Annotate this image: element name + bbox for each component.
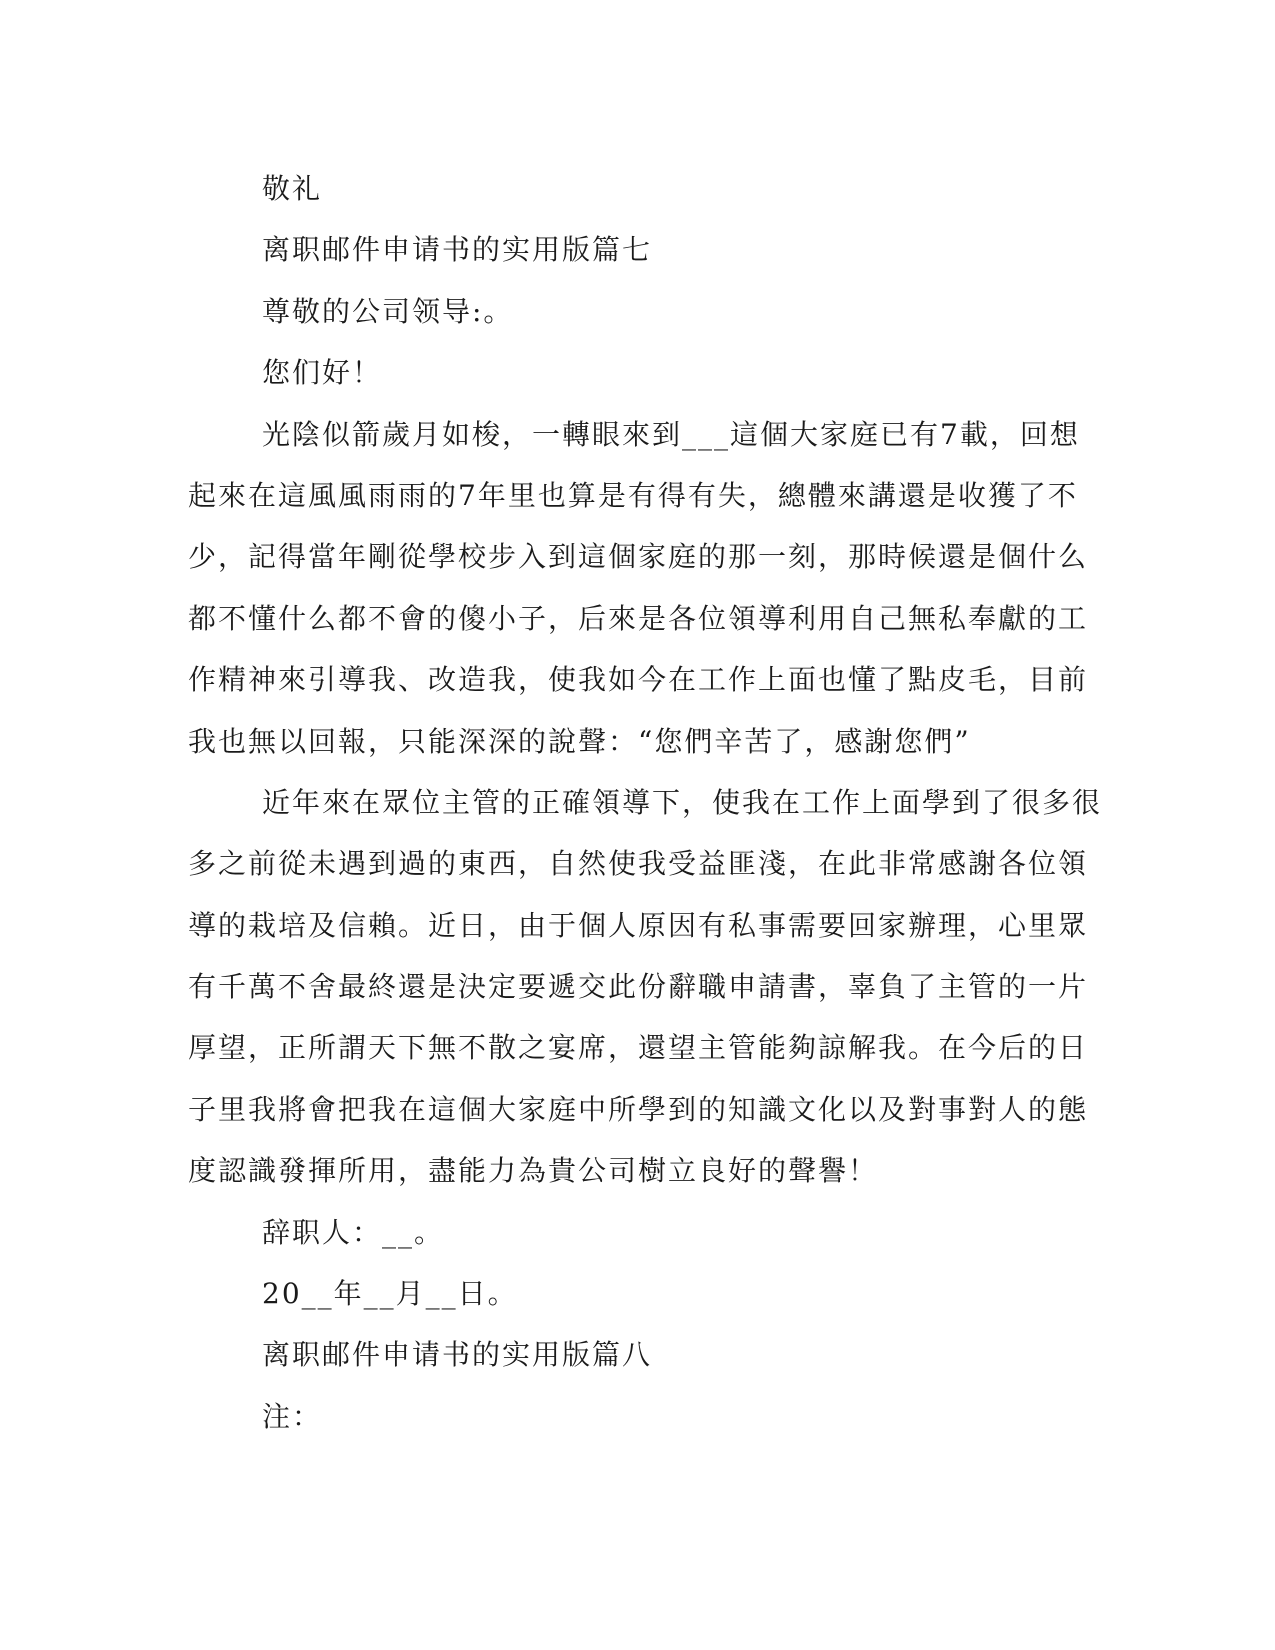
paragraph-1-line-2: 起來在這風風雨雨的7年里也算是有得有失，總體來講還是收獲了不	[188, 478, 1078, 512]
paragraph-2-line-5: 厚望，正所謂天下無不散之宴席，還望主管能夠諒解我。在今后的日	[188, 1031, 1089, 1065]
paragraph-2-line-3: 導的栽培及信賴。近日，由于個人原因有私事需要回家辦理，心里眾	[188, 908, 1089, 942]
greeting-hello: 您们好！	[262, 356, 383, 390]
paragraph-1-line-4: 都不懂什么都不會的傻小子，后來是各位領導利用自己無私奉獻的工	[188, 601, 1089, 635]
paragraph-1-line-3: 少，記得當年剛從學校步入到這個家庭的那一刻，那時候還是個什么	[188, 540, 1089, 574]
paragraph-2-line-6: 子里我將會把我在這個大家庭中所學到的知識文化以及對事對人的態	[188, 1092, 1089, 1126]
signature-resigner: 辞职人：__。	[262, 1215, 445, 1249]
section-heading-8: 离职邮件申请书的实用版篇八	[262, 1338, 653, 1372]
document-body	[188, 158, 1103, 1447]
paragraph-1-line-5: 作精神來引導我、改造我，使我如今在工作上面也懂了點皮毛，目前	[188, 663, 1089, 697]
paragraph-1-line-1: 光陰似箭歲月如梭，一轉眼來到___這個大家庭已有7載，回想	[262, 417, 1080, 451]
paragraph-2-line-2: 多之前從未遇到過的東西，自然使我受益匪淺，在此非常感謝各位領	[188, 847, 1089, 881]
paragraph-2-line-7: 度認識發揮所用，盡能力為貴公司樹立良好的聲譽！	[188, 1154, 879, 1188]
note-label: 注：	[262, 1399, 323, 1433]
greeting-addressee: 尊敬的公司领导:。	[262, 294, 514, 328]
section-heading-7: 离职邮件申请书的实用版篇七	[262, 233, 653, 267]
paragraph-2-line-1: 近年來在眾位主管的正確領導下，使我在工作上面學到了很多很	[262, 785, 1103, 819]
signature-date: 20__年__月__日。	[262, 1277, 518, 1311]
closing-salutation: 敬礼	[262, 172, 323, 205]
paragraph-2-line-4: 有千萬不舍最終還是決定要遞交此份辭職申請書，辜負了主管的一片	[188, 970, 1089, 1004]
paragraph-1-line-6: 我也無以回報，只能深深的說聲：“您們辛苦了，感謝您們”	[188, 724, 971, 758]
